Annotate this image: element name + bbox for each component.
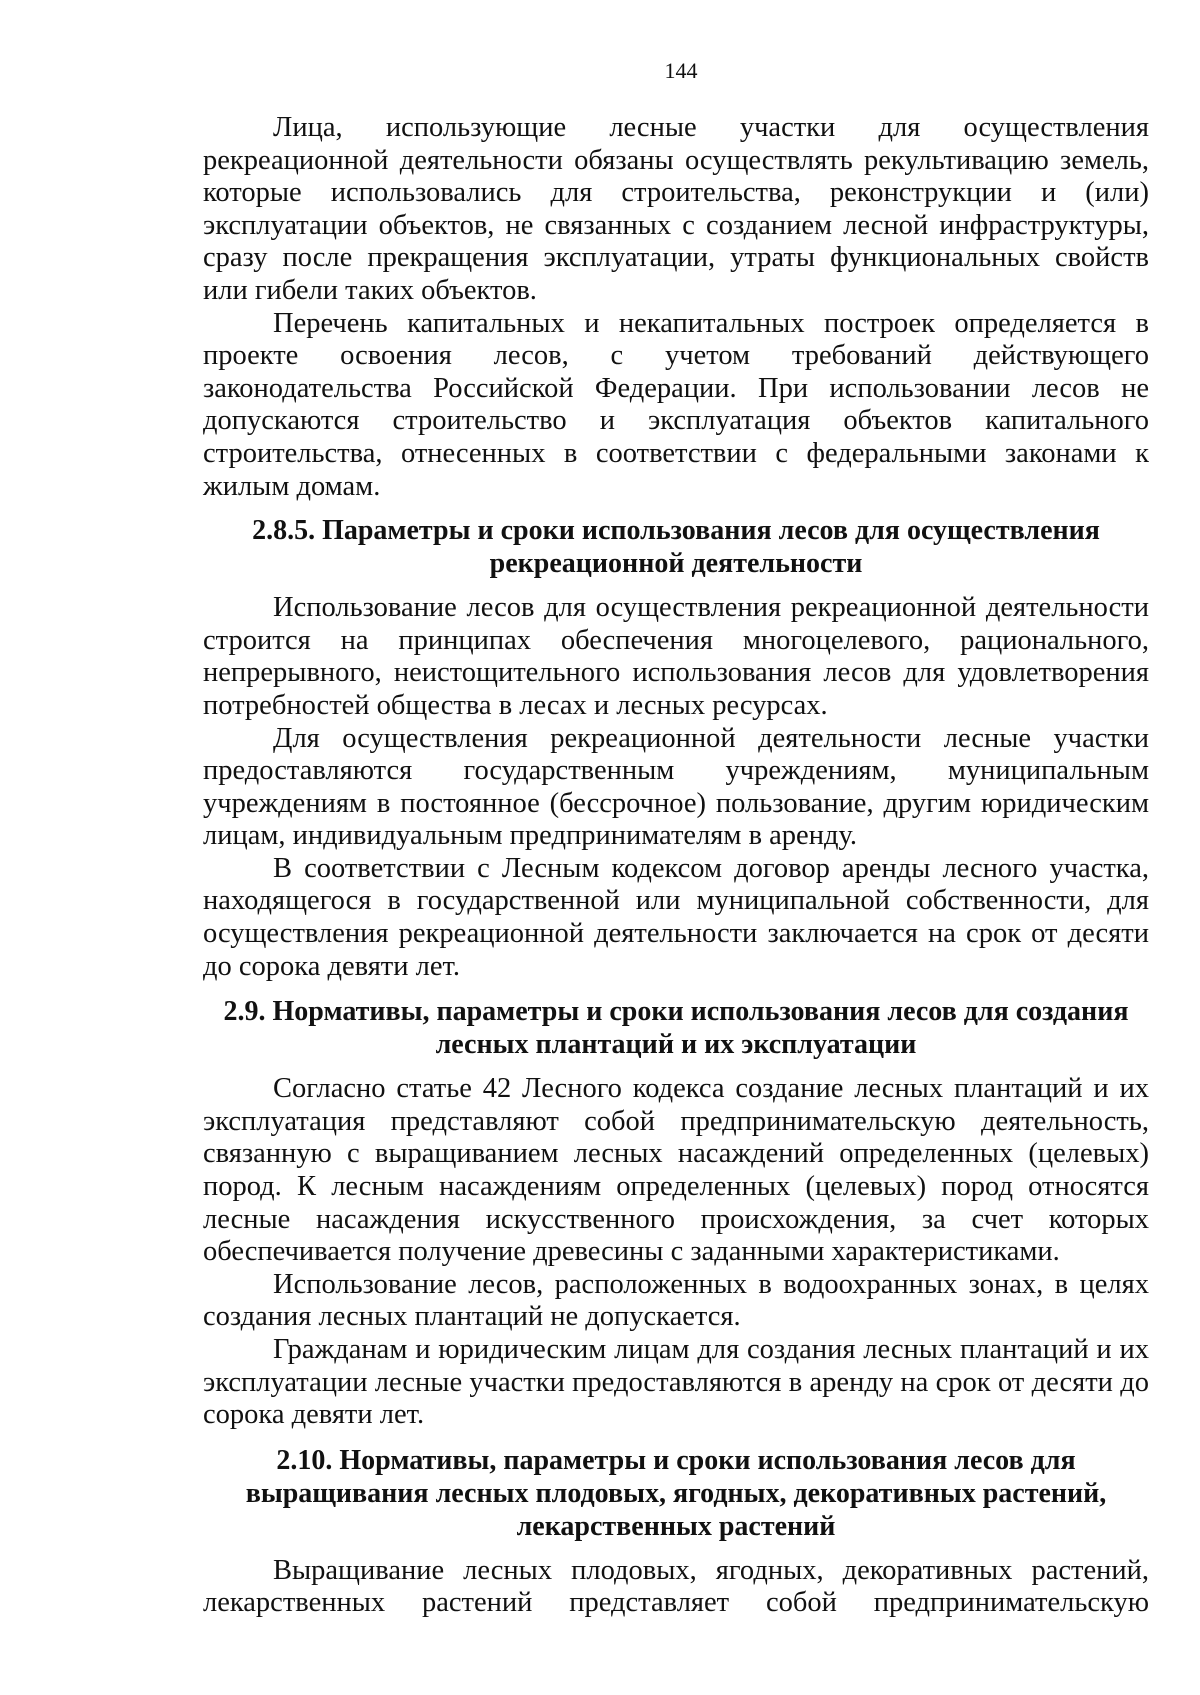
document-page — [203, 58, 1149, 1620]
paragraph: Выращивание лесных плодовых, ягодных, декоративных растений, лекарственных растений представляет собой предпринимательскую — [203, 1554, 1149, 1619]
paragraph: Использование лесов, расположенных в водоохранных зонах, в целях создания лесных плантаций не допускается. — [203, 1268, 1149, 1333]
section-heading-2-10: 2.10. Нормативы, параметры и сроки использования лесов для выращивания лесных плодовых, ягодных, декоративных растений, лекарственных растений — [245, 1444, 1107, 1542]
paragraph: Использование лесов для осуществления рекреационной деятельности строится на принципах обеспечения многоцелевого, рационального, непрерывного, неистощительного использования лесов для удовлетворения потребностей общества в лесах и лесных ресурсах. — [203, 592, 1149, 721]
paragraph: Перечень капитальных и некапитальных построек определяется в проекте освоения лесов, с учетом требований действующего законодательства Российской Федерации. При использовании лесов не допускаются строительство и эксплуатация объектов капитального строительства, отнесенных в соответствии с федеральными законами к жилым домам. — [203, 307, 1149, 502]
paragraph: В соответствии с Лесным кодексом договор аренды лесного участка, находящегося в государственной или муниципальной собственности, для осуществления рекреационной деятельности заключается на срок от десяти до сорока девяти лет. — [203, 852, 1149, 982]
section-heading-2-8-5: 2.8.5. Параметры и сроки использования лесов для осуществления рекреационной деятельности — [252, 515, 1100, 580]
paragraph: Лица, использующие лесные участки для осуществления рекреационной деятельности обязаны осуществлять рекультивацию земель, которые использовались для строительства, реконструкции и (или) эксплуатации объектов, не связанных с созданием лесной инфраструктуры, сразу после прекращения эксплуатации, утраты функциональных свойств или гибели таких объектов. — [203, 112, 1149, 306]
page-number: 144 — [664, 58, 698, 83]
paragraph: Для осуществления рекреационной деятельности лесные участки предоставляются государственным учреждениям, муниципальным учреждениям в постоянное (бессрочное) пользование, другим юридическим лицам, индивидуальным предпринимателям в аренду. — [203, 722, 1149, 852]
paragraph: Согласно статье 42 Лесного кодекса создание лесных плантаций и их эксплуатация представляют собой предпринимательскую деятельность, связанную с выращиванием лесных насаждений определенных (целевых) пород. К лесным насаждениям определенных (целевых) пород относятся лесные насаждения искусственного происхождения, за счет которых обеспечивается получение древесины с заданными характеристиками. — [203, 1073, 1149, 1268]
paragraph: Гражданам и юридическим лицам для создания лесных плантаций и их эксплуатации лесные участки предоставляются в аренду на срок от десяти до сорока девяти лет. — [203, 1334, 1149, 1431]
section-heading-2-9: 2.9. Нормативы, параметры и сроки использования лесов для создания лесных плантаций и их эксплуатации — [223, 996, 1129, 1061]
